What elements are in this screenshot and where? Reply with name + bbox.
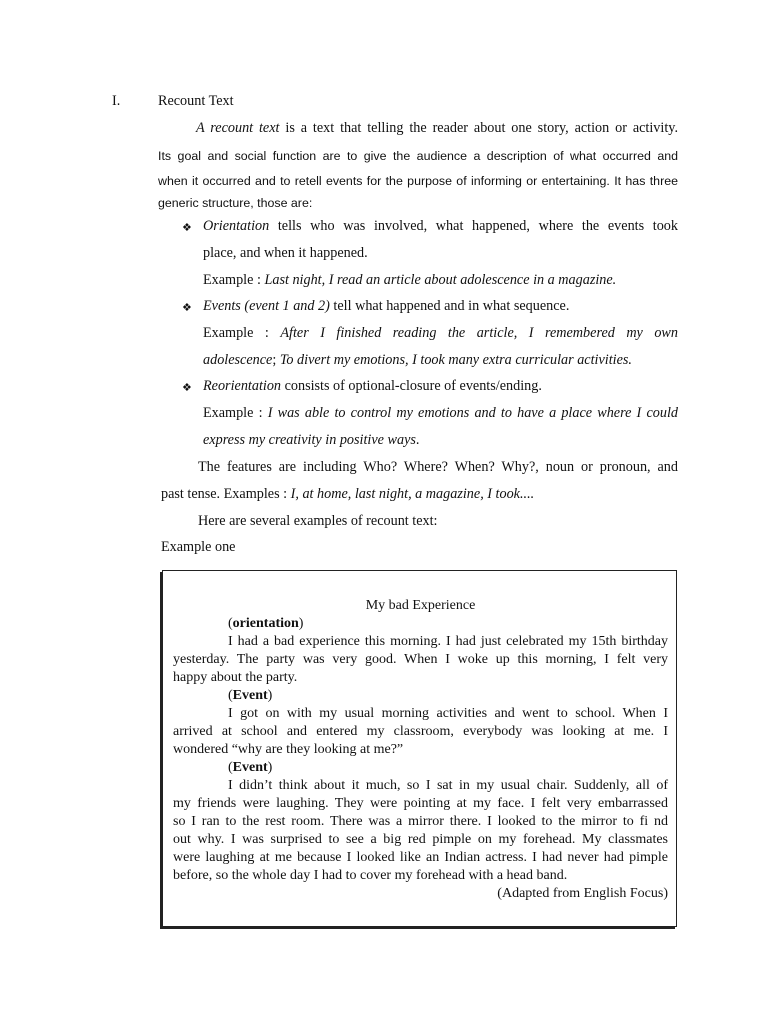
story-line: happy about the party.: [173, 670, 298, 685]
story-line: wondered “why are they looking at me?”: [173, 742, 404, 757]
examples-intro: Here are several examples of recount text:: [198, 513, 438, 529]
events-example-line-2: adolescence; To divert my emotions, I took many extra curricular activities.: [203, 352, 632, 368]
orientation-term: Orientation: [203, 218, 270, 234]
story-title: My bad Experience: [365, 598, 476, 613]
orientation-example: Example : Last night, I read an article about adolescence in a magazine.: [203, 272, 617, 288]
orientation-line-1: Orientation tells who was involved, what happened, where the events took: [203, 218, 678, 234]
events-term: Events (event 1 and 2): [203, 298, 330, 314]
intro-line-3: when it occurred and to retell events for the purpose of informing or entertaining. It has three: [158, 174, 678, 188]
reorientation-example-line-2: express my creativity in positive ways.: [203, 432, 420, 448]
story-line: were laughing at me because I looked like an Indian actress. I had never had pimple: [173, 850, 668, 865]
example-one-label: Example one: [161, 539, 236, 555]
events-line-1: Events (event 1 and 2) tell what happened and in what sequence.: [203, 298, 570, 314]
event-heading: (Event): [228, 688, 273, 703]
features-line-2: past tense. Examples : I, at home, last night, a magazine, I took....: [161, 486, 535, 502]
story-line: my friends were laughing. They were pointing at my face. I felt very embarrassed: [173, 796, 668, 811]
section-title: Recount Text: [158, 93, 234, 109]
story-source: (Adapted from English Focus): [497, 886, 668, 901]
reorientation-line-1: Reorientation consists of optional-closure of events/ending.: [203, 378, 542, 394]
reorientation-term: Reorientation: [203, 378, 282, 394]
story-line: out why. I was surprised to see a big red pimple on my forehead. My classmates: [173, 832, 668, 847]
reorientation-example-line-1: Example : I was able to control my emotions and to have a place where I could: [203, 405, 678, 421]
orientation-heading: (orientation): [228, 616, 304, 631]
section-number: I.: [112, 93, 121, 109]
story-line: arrived at school and entered my classroom, everybody was looking at me. I: [173, 724, 668, 739]
story-line: before, so the whole day I had to cover my forehead with a head band.: [173, 868, 568, 883]
intro-line-4: generic structure, those are:: [158, 196, 313, 210]
story-line: I didn’t think about it much, so I sat in my usual chair. Suddenly, all of: [228, 778, 668, 793]
story-line: so I ran to the rest room. There was a mirror there. I looked to the mirror to fi nd: [173, 814, 668, 829]
bullet-icon: ❖: [182, 382, 192, 394]
intro-term: A recount text: [196, 120, 280, 136]
orientation-line-2: place, and when it happened.: [203, 245, 368, 261]
event-heading: (Event): [228, 760, 273, 775]
intro-line-1: [196, 120, 678, 137]
bullet-icon: ❖: [182, 222, 192, 234]
intro-line-2: Its goal and social function are to give the audience a description of what occurred and: [158, 149, 678, 163]
story-line: I got on with my usual morning activities and went to school. When I: [228, 706, 668, 721]
story-line: yesterday. The party was very good. When I woke up this morning, I felt very: [173, 652, 668, 667]
bullet-icon: ❖: [182, 302, 192, 314]
story-box: [162, 570, 677, 927]
features-line-1: The features are including Who? Where? When? Why?, noun or pronoun, and: [198, 459, 678, 475]
story-line: I had a bad experience this morning. I had just celebrated my 15th birthday: [228, 634, 668, 649]
events-example-line-1: Example : After I finished reading the article, I remembered my own: [203, 325, 678, 341]
intro-line-1-rest: is a text that telling the reader about one story, action or activity.: [279, 120, 678, 136]
